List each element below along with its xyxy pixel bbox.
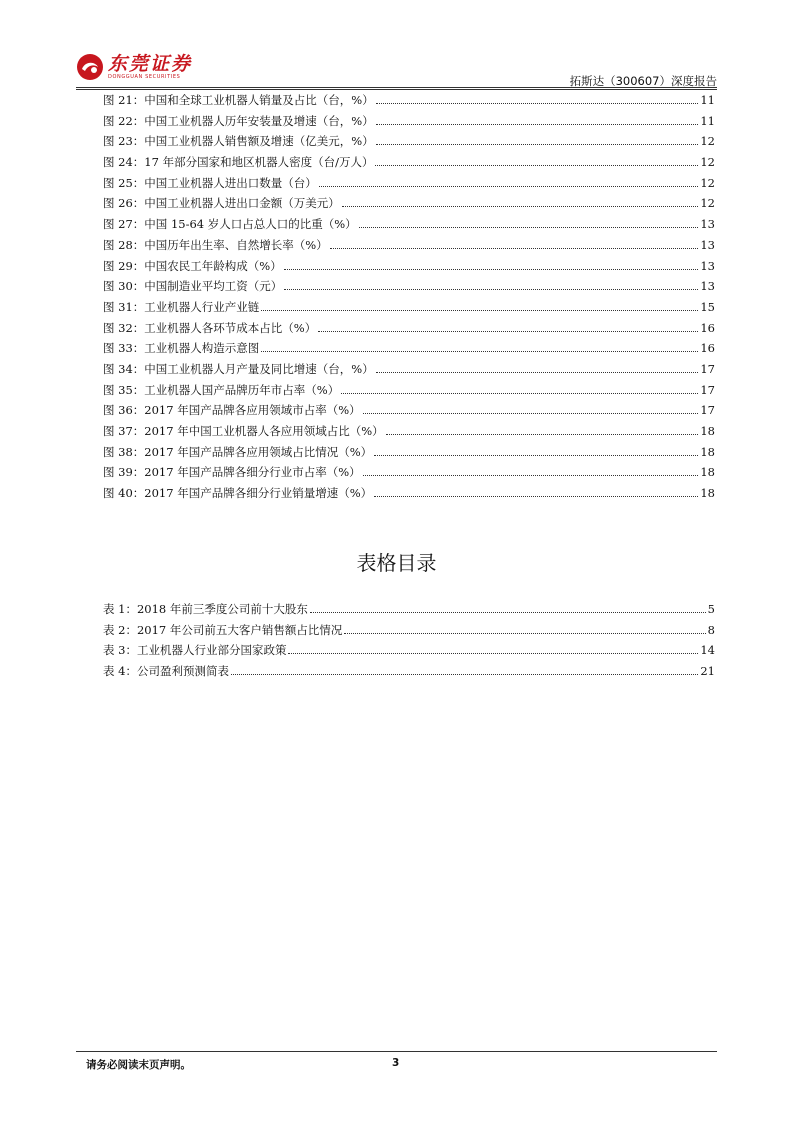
figure-entry-label: 图 36：2017 年国产品牌各应用领域市占率（%）	[103, 403, 361, 418]
figure-entry-page-number: 16	[700, 320, 715, 335]
logo-english-name: DONGGUAN SECURITIES	[108, 73, 181, 80]
figure-entry[interactable]	[103, 90, 715, 111]
figure-entry-label: 图 39：2017 年国产品牌各细分行业市占率（%）	[103, 465, 361, 480]
figure-entry-page-number: 13	[700, 237, 715, 252]
figure-entry-label: 图 31：工业机器人行业产业链	[103, 299, 260, 314]
figure-entry[interactable]	[103, 483, 715, 504]
figure-entry-page-number: 15	[700, 299, 715, 314]
table-entry-label: 表 1：2018 年前三季度公司前十大股东	[103, 602, 308, 616]
figure-entry-page-number: 13	[700, 217, 715, 232]
figure-entry[interactable]	[103, 318, 715, 339]
figure-entry[interactable]	[103, 131, 715, 152]
figure-entry[interactable]	[103, 400, 715, 421]
figure-entry-page-number: 12	[700, 196, 715, 211]
figure-entry[interactable]	[103, 297, 715, 318]
figure-entry[interactable]	[103, 380, 715, 401]
figure-entry-label: 图 34：中国工业机器人月产量及同比增速（台，%）	[103, 361, 374, 376]
figure-entry[interactable]	[103, 276, 715, 297]
dot-leader	[284, 289, 698, 290]
dot-leader	[374, 455, 698, 456]
dot-leader	[318, 331, 698, 332]
dot-leader	[319, 186, 699, 187]
figure-entry[interactable]	[103, 462, 715, 483]
footer-disclaimer: 请务必阅读末页声明。	[86, 1059, 191, 1071]
dot-leader	[284, 269, 699, 270]
footer-divider	[76, 1051, 717, 1052]
report-title: 拓斯达（300607）深度报告	[569, 74, 717, 88]
dot-leader	[288, 653, 698, 654]
dot-leader	[341, 393, 698, 394]
figure-entry-page-number: 18	[700, 465, 715, 480]
dot-leader	[363, 475, 699, 476]
figure-entry-label: 图 29：中国农民工年龄构成（%）	[103, 258, 282, 273]
dot-leader	[359, 227, 699, 228]
figure-entry[interactable]	[103, 193, 715, 214]
table-entry-page-number: 8	[707, 622, 715, 637]
figure-entry-label: 图 33：工业机器人构造示意图	[103, 341, 260, 356]
dot-leader	[330, 248, 699, 249]
dot-leader	[376, 124, 699, 125]
table-entry[interactable]	[103, 640, 715, 661]
figure-entry-label: 图 37：2017 年中国工业机器人各应用领域占比（%）	[103, 424, 384, 438]
figure-entry-label: 图 23：中国工业机器人销售额及增速（亿美元，%）	[103, 134, 374, 149]
figure-entry[interactable]	[103, 421, 715, 442]
dot-leader	[342, 206, 699, 207]
figure-entry-page-number: 16	[700, 341, 715, 356]
table-entry-label: 表 4：公司盈利预测简表	[103, 664, 229, 679]
figure-entry[interactable]	[103, 442, 715, 463]
figure-entry-label: 图 22：中国工业机器人历年安装量及增速（台，%）	[103, 113, 374, 128]
figure-entry-label: 图 40：2017 年国产品牌各细分行业销量增速（%）	[103, 486, 373, 501]
figure-entry-page-number: 17	[700, 382, 715, 397]
table-entry[interactable]	[103, 661, 715, 682]
figure-entry-label: 图 25：中国工业机器人进出口数量（台）	[103, 175, 317, 190]
brand-logo	[76, 50, 192, 84]
figure-entry-label: 图 32：工业机器人各环节成本占比（%）	[103, 320, 317, 335]
figure-entry-page-number: 18	[700, 424, 715, 438]
figure-entry-label: 图 28：中国历年出生率、自然增长率（%）	[103, 237, 328, 252]
dot-leader	[344, 633, 705, 634]
figure-entry-page-number: 11	[700, 113, 715, 128]
dot-leader	[376, 372, 699, 373]
dot-leader	[261, 310, 698, 311]
dot-leader	[376, 103, 699, 104]
footer-page-number: 3	[392, 1057, 400, 1069]
table-entry-label: 表 3：工业机器人行业部分国家政策	[103, 643, 287, 658]
figure-entry-page-number: 18	[700, 486, 715, 501]
dot-leader	[376, 144, 699, 145]
figure-entry-page-number: 17	[700, 361, 715, 376]
figure-entry-page-number: 12	[700, 134, 715, 149]
figure-entry[interactable]	[103, 256, 715, 277]
figure-entry[interactable]	[103, 152, 715, 173]
figure-entry-label: 图 26：中国工业机器人进出口金额（万美元）	[103, 196, 340, 211]
dongguan-logo-icon	[76, 53, 104, 81]
figure-entry[interactable]	[103, 359, 715, 380]
table-entry[interactable]	[103, 620, 715, 641]
dot-leader	[310, 612, 706, 613]
figure-entry-page-number: 13	[700, 258, 715, 273]
figure-entry-page-number: 12	[700, 155, 715, 170]
figure-entry-page-number: 12	[700, 175, 715, 190]
figure-entry-page-number: 17	[700, 403, 715, 418]
figure-entry[interactable]	[103, 338, 715, 359]
figure-entry[interactable]	[103, 235, 715, 256]
figure-entry-label: 图 21：中国和全球工业机器人销量及占比（台，%）	[103, 93, 374, 107]
figure-entry[interactable]	[103, 173, 715, 194]
figure-entry-label: 图 27：中国 15-64 岁人口占总人口的比重（%）	[103, 217, 357, 232]
dot-leader	[374, 496, 698, 497]
figure-entry[interactable]	[103, 214, 715, 235]
figure-entry-page-number: 18	[700, 444, 715, 459]
dot-leader	[231, 674, 698, 675]
figure-list	[103, 90, 715, 504]
dot-leader	[261, 351, 698, 352]
figure-entry-label: 图 30：中国制造业平均工资（元）	[103, 279, 283, 294]
figure-entry-page-number: 13	[700, 279, 715, 294]
table-list	[103, 599, 715, 682]
figure-entry-label: 图 24：17 年部分国家和地区机器人密度（台/万人）	[103, 155, 374, 170]
logo-chinese-name: 东莞证券	[108, 52, 193, 75]
figure-entry-page-number: 11	[700, 93, 715, 107]
figure-entry-label: 图 38：2017 年国产品牌各应用领域占比情况（%）	[103, 444, 373, 459]
table-entry-page-number: 14	[700, 643, 715, 658]
dot-leader	[386, 434, 699, 435]
figure-entry-label: 图 35：工业机器人国产品牌历年市占率（%）	[103, 382, 340, 397]
figure-entry[interactable]	[103, 111, 715, 132]
table-entry-label: 表 2：2017 年公司前五大客户销售额占比情况	[103, 622, 343, 637]
tables-section-heading: 表格目录	[356, 551, 437, 575]
table-entry-page-number: 21	[700, 664, 715, 679]
dot-leader	[375, 165, 698, 166]
table-entry-page-number: 5	[707, 602, 715, 616]
table-entry[interactable]	[103, 599, 715, 620]
dot-leader	[363, 413, 699, 414]
